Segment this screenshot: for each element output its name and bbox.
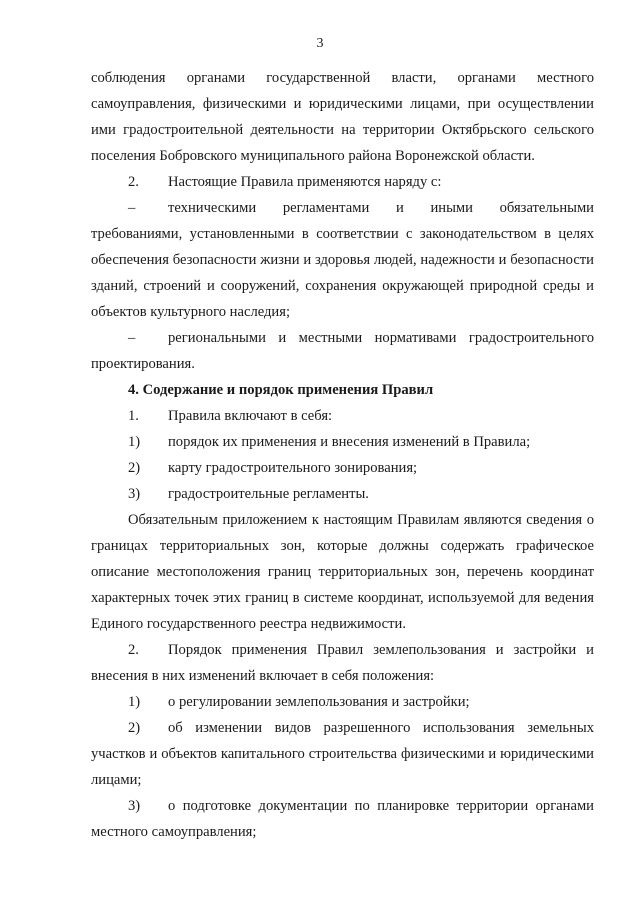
list-text: об изменении видов разрешенного использования земельных участков и объектов капитального строительства физическими и юридическими лицами; [91,720,594,788]
list-text: порядок их применения и внесения изменений в Правила; [168,434,531,450]
list-item [91,715,594,793]
list-item [91,455,594,481]
list-item [91,689,594,715]
list-item [91,793,594,845]
clause-number: 1. [128,408,139,424]
list-number: 3) [128,486,141,502]
section-heading: 4. Содержание и порядок применения Правил [128,382,434,398]
clause-1 [91,403,594,429]
list-number: 2) [128,720,141,736]
clause-2-procedure [91,637,594,689]
dash-mark: – [128,200,136,216]
clause-text: Правила включают в себя: [168,408,333,424]
document-body [91,65,594,845]
appendix-paragraph: Обязательным приложением к настоящим Правилам являются сведения о границах территориальных зон, которые должны содержать графическое описание местоположения границ территориальных зон, перечень координат характерных точек этих границ в системе координат, используемой для ведения Единого государственного реестра недвижимости. [91,512,594,632]
list-item [91,481,594,507]
clause-text: Настоящие Правила применяются наряду с: [168,174,442,190]
clause-number: 2. [128,642,139,658]
dash-item-text: региональными и местными нормативами градостроительного проектирования. [91,330,594,372]
list-text: о подготовке документации по планировке территории органами местного самоуправления; [91,798,594,840]
dash-item-text: техническими регламентами и иными обязательными требованиями, установленными в соответствии с законодательством в целях обеспечения безопасности жизни и здоровья людей, надежности и безопасности зданий, строений и сооружений, сохранения окружающей природной среды и объектов культурного наследия; [91,200,594,320]
list-number: 1) [128,434,141,450]
paragraph-continuation: соблюдения органами государственной власти, органами местного самоуправления, физическими и юридическими лицами, при осуществлении ими градостроительной деятельности на территории Октябрьского сельского поселения Бобровского муниципального района Воронежской области. [91,70,594,164]
list-number: 1) [128,694,141,710]
dash-mark: – [128,330,136,346]
list-item [91,429,594,455]
list-number: 2) [128,460,141,476]
page-number: 3 [316,36,324,51]
clause-2 [91,169,594,195]
list-number: 3) [128,798,141,814]
dash-item-regulations [91,195,594,325]
clause-text: Порядок применения Правил землепользования и застройки и внесения в них изменений включает в себя положения: [91,642,594,684]
clause-number: 2. [128,174,139,190]
list-text: о регулировании землепользования и застройки; [168,694,470,710]
dash-item-norms [91,325,594,377]
list-text: градостроительные регламенты. [168,486,369,502]
list-text: карту градостроительного зонирования; [168,460,418,476]
